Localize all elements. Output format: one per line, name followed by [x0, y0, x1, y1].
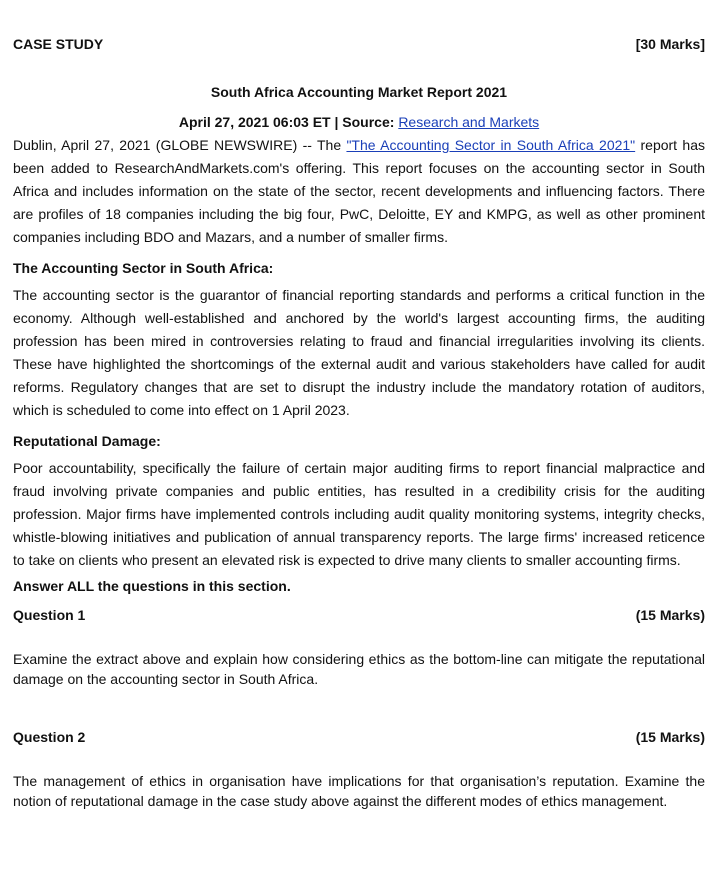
question-2-label: Question 2: [13, 729, 86, 745]
dateline-text: April 27, 2021 06:03 ET | Source:: [178, 114, 399, 130]
report-link[interactable]: "The Accounting Sector in South Africa 2021": [346, 137, 636, 153]
section-heading-reputational-damage: Reputational Damage:: [13, 433, 161, 449]
question-1-label: Question 1: [13, 607, 86, 623]
question-1-header: [13, 607, 705, 623]
document-page: [13, 0, 705, 811]
article-title: South Africa Accounting Market Report 2021: [210, 84, 508, 100]
case-study-label: CASE STUDY: [13, 36, 104, 52]
article-dateline: [13, 114, 705, 130]
total-marks: [30 Marks]: [635, 36, 705, 52]
question-2-text: The management of ethics in organisation have implications for that organisation’s reputation. Examine the notion of reputational damage in the case study above against the different modes of ethics management.: [13, 773, 705, 809]
section-heading-accounting-sector: The Accounting Sector in South Africa:: [13, 260, 274, 276]
question-1-marks: (15 Marks): [635, 607, 705, 623]
article-paragraph-2: The accounting sector is the guarantor of financial reporting standards and performs a critical function in the economy. Although well-established and anchored by the world's largest accounting firms, the auditing profession has been mired in controversies relating to fraud and financial irregularities involving its clients. These have highlighted the shortcomings of the external audit and various stakeholders have called for audit reforms. Regulatory changes that are set to disrupt the industry include the mandatory rotation of auditors, which is scheduled to come into effect on 1 April 2023.: [13, 287, 705, 418]
case-study-header: [13, 36, 705, 52]
question-1-text: Examine the extract above and explain how considering ethics as the bottom-line can mitigate the reputational damage on the accounting sector in South Africa.: [13, 651, 705, 687]
article-paragraph-1: [13, 134, 705, 249]
instructions: Answer ALL the questions in this section.: [13, 578, 291, 594]
question-2-marks: (15 Marks): [635, 729, 705, 745]
question-2-header: [13, 729, 705, 745]
p1-intro: Dublin, April 27, 2021 (GLOBE NEWSWIRE) -- The: [13, 137, 347, 153]
article-paragraph-3: Poor accountability, specifically the failure of certain major auditing firms to report financial malpractice and fraud involving private companies and public entities, has resulted in a credibility crisis for the auditing profession. Major firms have implemented controls including audit quality monitoring systems, integrity checks, whistle-blowing initiatives and publication of annual transparency reports. The large firms' increased reticence to take on clients who present an elevated risk is expected to drive many clients to smaller accounting firms.: [13, 460, 705, 568]
p1-body: report has been added to ResearchAndMarkets.com's offering. This report focuses on the accounting sector in South Africa and includes information on the state of the sector, recent developments and influencing factors. There are profiles of 18 companies including the big four, PwC, Deloitte, EY and KMPG, as well as other prominent companies including BDO and Mazars, and a number of smaller firms.: [13, 137, 705, 245]
source-link[interactable]: Research and Markets: [398, 114, 540, 130]
